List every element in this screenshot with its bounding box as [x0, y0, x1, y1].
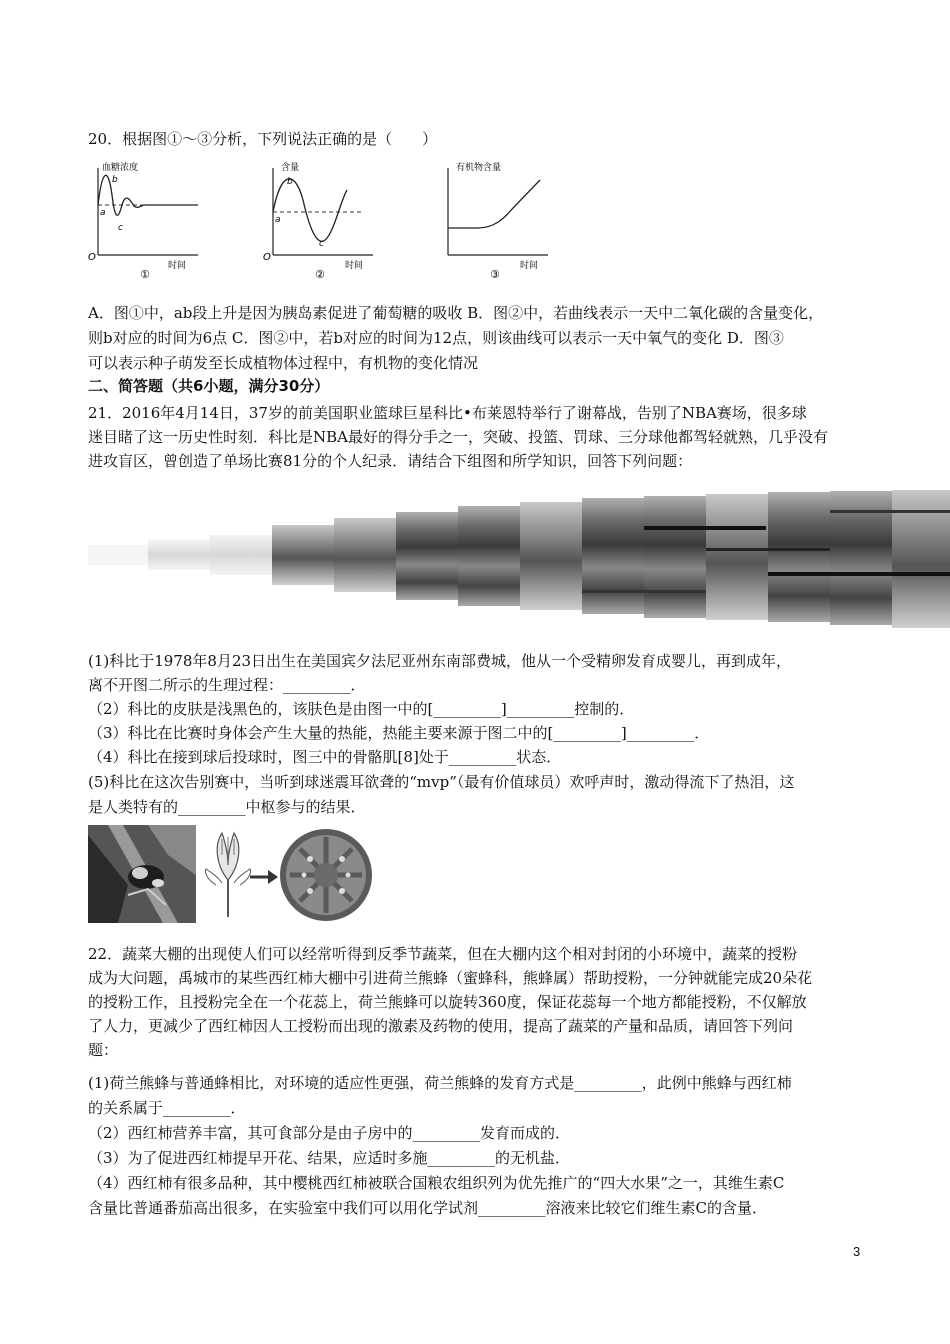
fig1-xlabel: 时间 [168, 261, 187, 271]
fig1-point-a: a [100, 208, 106, 218]
fig1-point-b: b [112, 175, 118, 185]
fig3-caption: ③ [490, 268, 500, 280]
fig3-xlabel: 时间 [520, 261, 539, 271]
q21-sub-line-1: (1)科比于1978年8月23日出生在美国宾夕法尼亚州东南部费城，他从一个受精卵发育成婴儿，再到成年， [88, 652, 792, 670]
fig1-point-c: c [118, 223, 123, 233]
fig2-point-c: c [319, 239, 324, 249]
q20-stem: 20．根据图①～③分析，下列说法正确的是（ ） [88, 130, 438, 148]
fig2-point-b: b [287, 177, 293, 187]
fig2-origin: O [263, 252, 271, 263]
page-number: 3 [853, 1244, 861, 1259]
q22-sub-line-6: 含量比普通番茄高出很多，在实验室中我们可以用化学试剂_________溶液来比较它们维生素C的含量． [88, 1199, 767, 1217]
fig1-caption: ① [140, 268, 150, 280]
fig1-ylabel: 血糖浓度 [102, 163, 139, 173]
q21-stem-line-1: 21．2016年4月14日，37岁的前美国职业篮球巨星科比•布莱恩特举行了谢幕战，告别了NBA赛场，很多球 [88, 404, 807, 422]
q21-stem-line-3: 进攻盲区，曾创造了单场比赛81分的个人纪录．请结合下组图和所学知识，回答下列问题： [88, 452, 693, 470]
fig1-origin: O [88, 252, 96, 263]
q22-stem-line-3: 的授粉工作，且授粉完全在一个花蕊上，荷兰熊蜂可以旋转360度，保证花蕊每一个地方都能授粉，不仅解放 [88, 993, 807, 1011]
q21-sub-line-2: 离不开图二所示的生理过程：_________． [88, 676, 366, 694]
figure-2 [263, 160, 383, 280]
fig2-xlabel: 时间 [345, 261, 364, 271]
q20-figures [88, 160, 558, 280]
q22-sub-line-2: 的关系属于_________． [88, 1099, 246, 1117]
q22-photos [88, 825, 418, 925]
q22-sub-line-3: （2）西红柿营养丰富，其可食部分是由子房中的_________发育而成的． [88, 1124, 571, 1142]
arrow-icon [250, 870, 278, 884]
q20-options-line-2: 则b对应的时间为6点 C．图②中，若b对应的时间为12点，则该曲线可以表示一天中氧气的变化 D．图③ [88, 329, 784, 347]
figure-1 [88, 160, 208, 280]
q22-sub-line-4: （3）为了促进西红柿提早开花、结果，应适时多施_________的无机盐． [88, 1149, 571, 1167]
q22-stem-line-5: 题： [88, 1041, 119, 1059]
q22-sub-line-1: (1)荷兰熊蜂与普通蜂相比，对环境的适应性更强，荷兰熊蜂的发育方式是_________，此例中熊蜂与西红柿 [88, 1074, 792, 1092]
fig3-ylabel: 有机物含量 [456, 163, 502, 173]
section-title: 二、简答题（共6小题，满分30分） [88, 377, 330, 395]
q21-sub-line-6: (5)科比在这次告别赛中，当听到球迷震耳欲聋的“mvp”（最有价值球员）欢呼声时，激动得流下了热泪，这 [88, 773, 795, 791]
q22-stem-line-4: 了人力，更减少了西红柿因人工授粉而出现的激素及药物的使用，提高了蔬菜的产量和品质，请回答下列问 [88, 1017, 794, 1035]
q21-sub-line-3: （2）科比的皮肤是浅黑色的，该肤色是由图一中的[_________]_________控制的． [88, 700, 635, 718]
fig2-ylabel: 含量 [281, 163, 300, 173]
q21-sub-line-7: 是人类特有的_________中枢参与的结果． [88, 798, 366, 816]
fig2-point-a: a [275, 215, 281, 225]
q22-stem-line-1: 22．蔬菜大棚的出现使人们可以经常听得到反季节蔬菜，但在大棚内这个相对封闭的小环境中，蔬菜的授粉 [88, 945, 798, 963]
q21-figure-strip [88, 490, 950, 630]
figure-3 [438, 160, 558, 280]
tomato-cross-section [280, 829, 372, 921]
fig2-caption: ② [315, 268, 325, 280]
q22-sub-line-5: （4）西红柿有很多品种，其中樱桃西红柿被联合国粮农组织列为优先推广的“四大水果”之一，其维生素C [88, 1174, 785, 1192]
q21-sub-line-4: （3）科比在比赛时身体会产生大量的热能，热能主要来源于图二中的[_________]_________． [88, 724, 710, 742]
flower-drawing [205, 833, 250, 917]
q20-options-line-3: 可以表示种子萌发至长成植物体过程中，有机物的变化情况 [88, 354, 479, 372]
q21-stem-line-2: 迷目睹了这一历史性时刻．科比是NBA最好的得分手之一，突破、投篮、罚球、三分球他都驾轻就熟，几乎没有 [88, 428, 828, 446]
q22-stem-line-2: 成为大问题，禹城市的某些西红柿大棚中引进荷兰熊蜂（蜜蜂科，熊蜂属）帮助授粉，一分钟就能完成20朵花 [88, 969, 813, 987]
bumblebee-photo [88, 825, 196, 923]
q20-options-line-1: A．图①中，ab段上升是因为胰岛素促进了葡萄糖的吸收 B．图②中，若曲线表示一天中二氧化碳的含量变化， [88, 304, 824, 322]
q21-sub-line-5: （4）科比在接到球后投球时，图三中的骨骼肌[8]处于_________状态． [88, 748, 562, 766]
